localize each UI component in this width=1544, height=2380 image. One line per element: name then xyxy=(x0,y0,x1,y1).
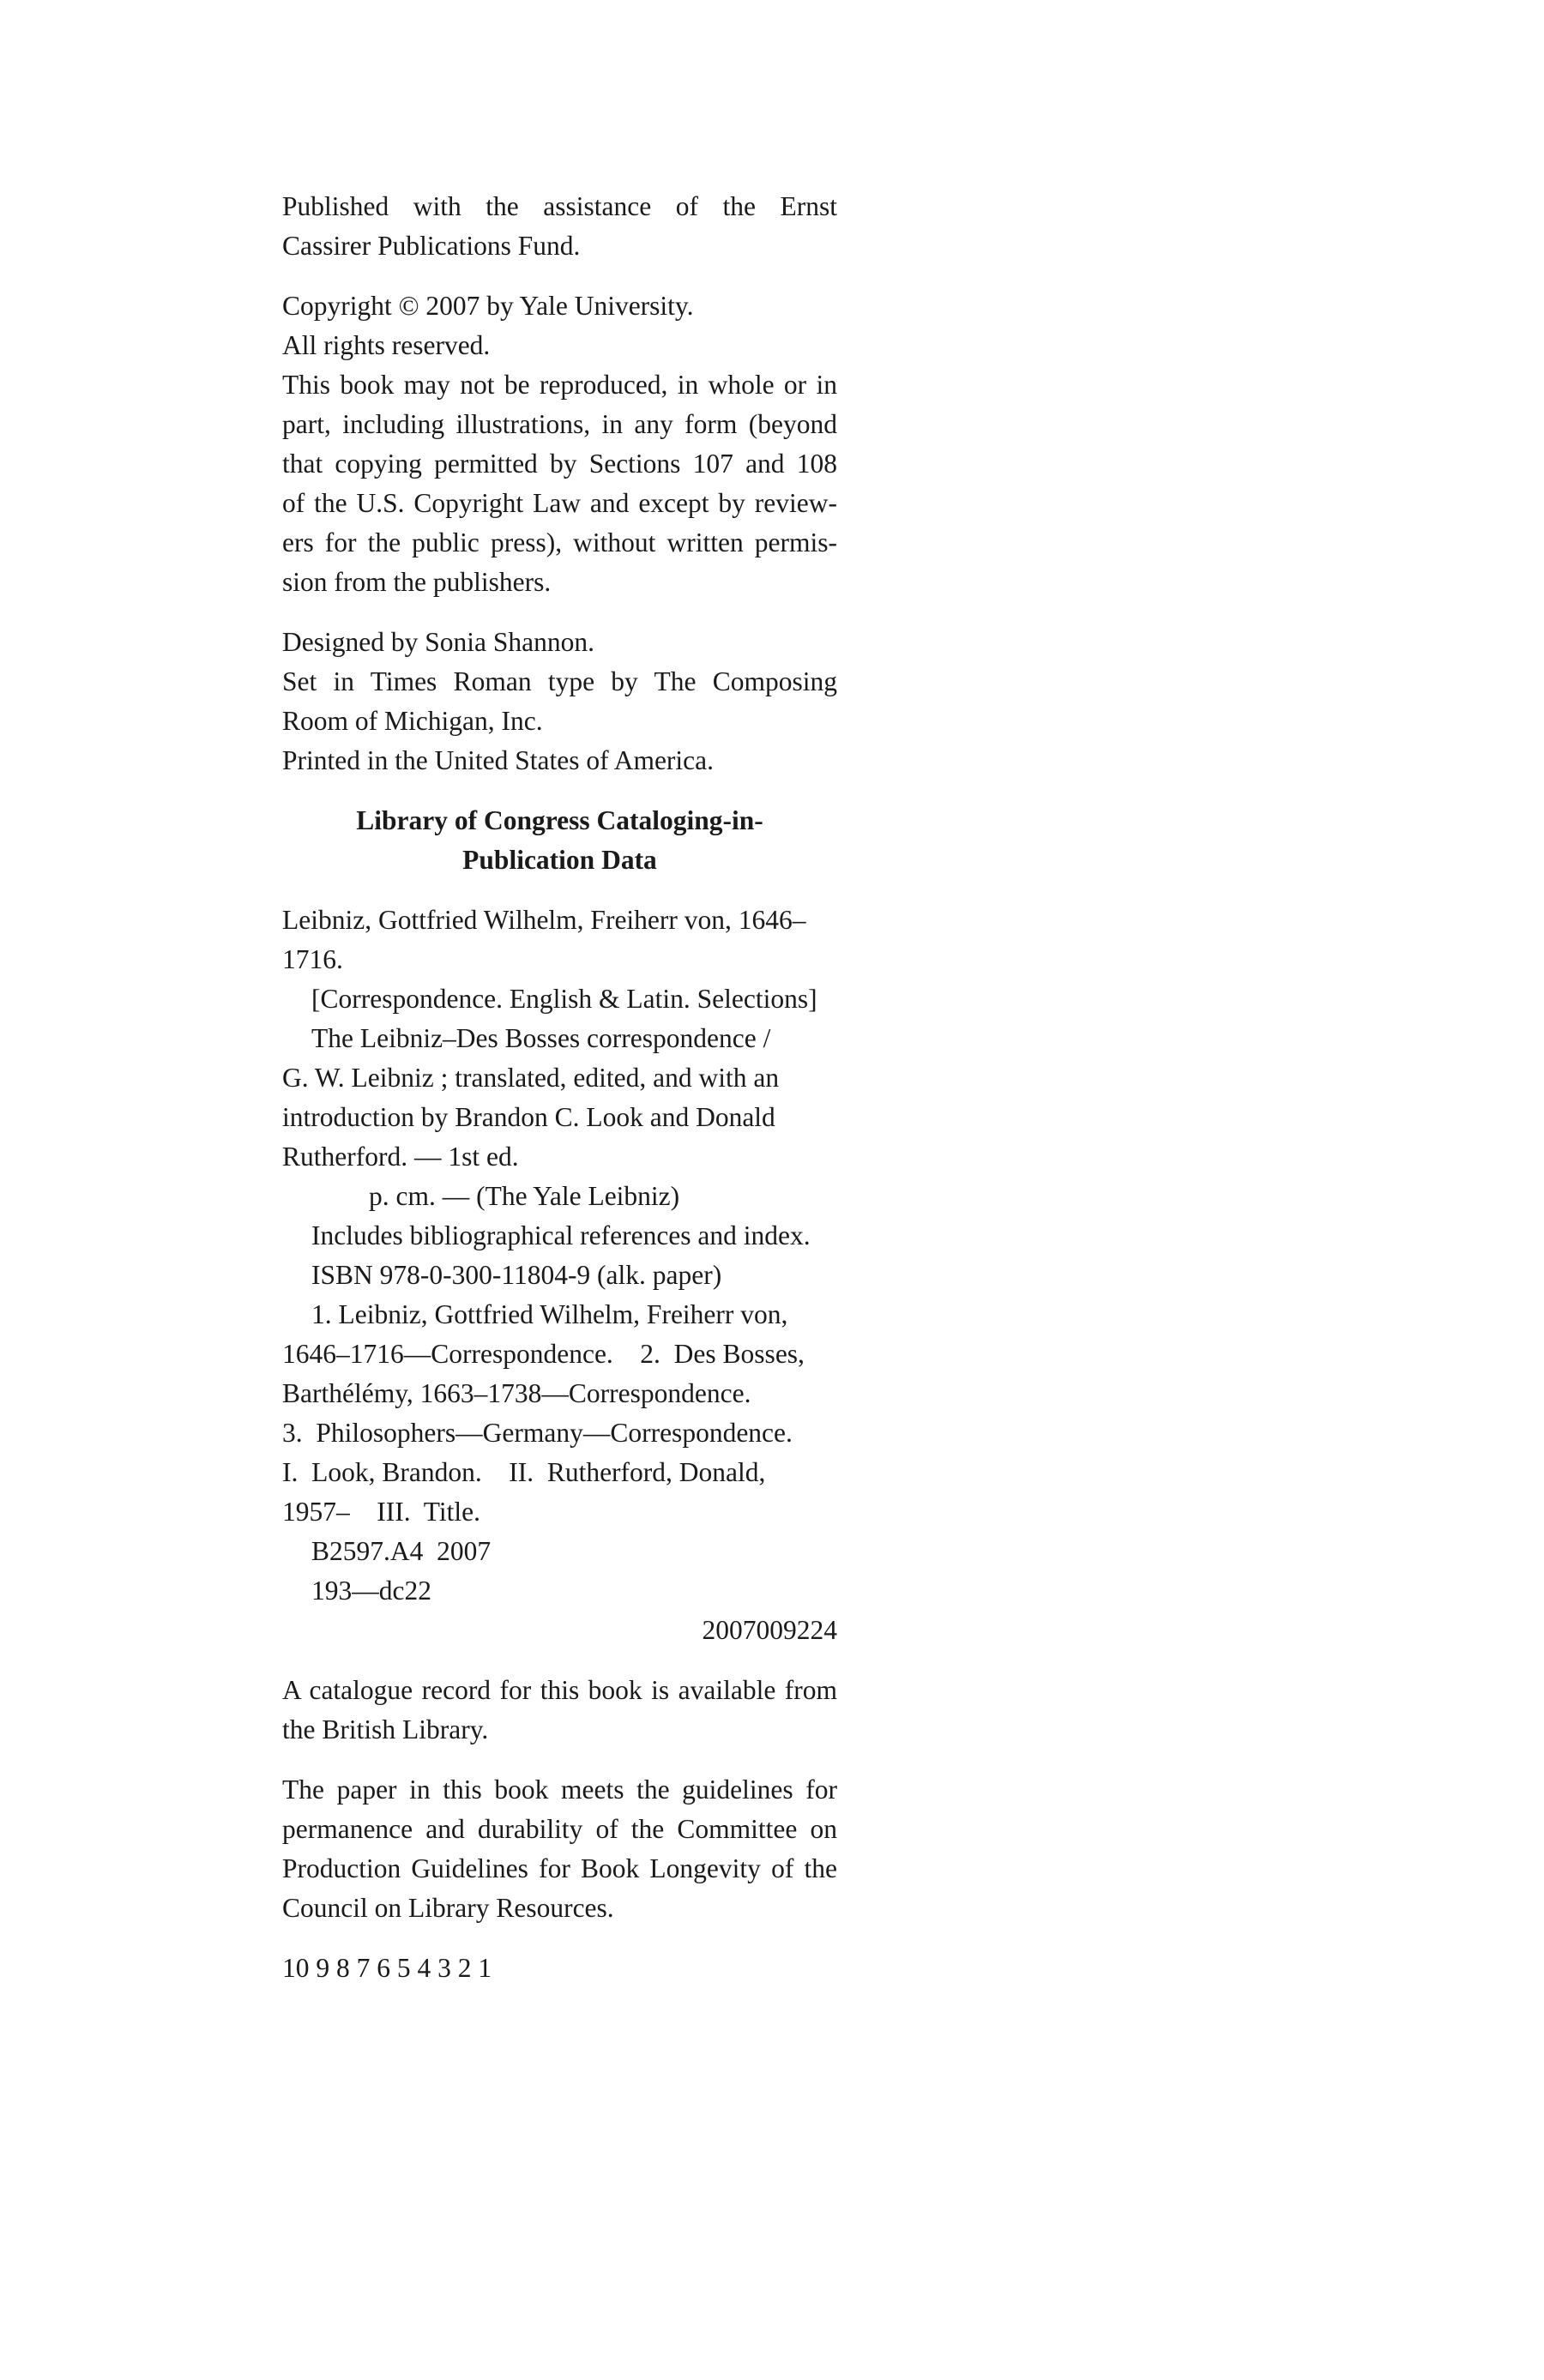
cip-heading xyxy=(282,801,837,880)
paper-permanence-note xyxy=(282,1770,837,1928)
text-line: permanence and durability of the Committee on xyxy=(282,1814,837,1844)
copyright-line: Copyright © 2007 by Yale University. xyxy=(282,291,694,321)
colophon-column xyxy=(282,187,837,1988)
text-line: that copying permitted by Sections 107 and 108 xyxy=(282,449,837,479)
cip-line: Leibniz, Gottfried Wilhelm, Freiherr von, 1646– xyxy=(282,905,806,935)
dewey-line: 193—dc22 xyxy=(311,1576,431,1606)
text-line: A catalogue record for this book is available from xyxy=(282,1675,837,1705)
cip-line: p. cm. — (The Yale Leibniz) xyxy=(369,1181,680,1211)
design-credits xyxy=(282,623,837,780)
typesetter-line: Room of Michigan, Inc. xyxy=(282,706,543,736)
cip-line: G. W. Leibniz ; translated, edited, and with an xyxy=(282,1063,780,1093)
cip-line: Rutherford. — 1st ed. xyxy=(282,1142,519,1172)
cip-line: The Leibniz–Des Bosses correspondence / xyxy=(311,1023,771,1053)
cip-line: I. Look, Brandon. II. Rutherford, Donald, xyxy=(282,1457,766,1487)
rights-line: All rights reserved. xyxy=(282,330,491,360)
cip-line: 1. Leibniz, Gottfried Wilhelm, Freiherr von, xyxy=(311,1299,788,1329)
cip-line: 3. Philosophers—Germany—Correspondence. xyxy=(282,1418,793,1448)
cip-line: 1957– III. Title. xyxy=(282,1497,481,1527)
text-line: Published with the assistance of the Ernst xyxy=(282,191,837,221)
british-library-note xyxy=(282,1671,837,1750)
heading-line: Publication Data xyxy=(462,845,657,875)
heading-line: Library of Congress Cataloging-in- xyxy=(356,805,763,835)
typesetter-line: Set in Times Roman type by The Composing xyxy=(282,666,837,696)
text-line: This book may not be reproduced, in whole or in xyxy=(282,370,837,400)
text-line: The paper in this book meets the guidelines for xyxy=(282,1774,837,1805)
call-number-line: B2597.A4 2007 xyxy=(311,1536,492,1566)
cip-line: 1646–1716—Correspondence. 2. Des Bosses, xyxy=(282,1339,805,1369)
text-line: sion from the publishers. xyxy=(282,567,552,597)
printer-line: Printed in the United States of America. xyxy=(282,745,715,775)
cip-line: [Correspondence. English & Latin. Selections] xyxy=(311,984,817,1014)
text-line: Cassirer Publications Fund. xyxy=(282,231,581,261)
isbn-line: ISBN 978-0-300-11804-9 (alk. paper) xyxy=(311,1260,722,1290)
text-line: Council on Library Resources. xyxy=(282,1893,614,1923)
cip-line: 1716. xyxy=(282,944,343,974)
text-line: Production Guidelines for Book Longevity of the xyxy=(282,1853,837,1883)
cip-record xyxy=(282,901,837,1650)
text-line: ers for the public press), without written permis- xyxy=(282,527,837,557)
designer-line: Designed by Sonia Shannon. xyxy=(282,627,594,657)
cip-line: Barthélémy, 1663–1738—Correspondence. xyxy=(282,1378,751,1408)
text-line: the British Library. xyxy=(282,1714,489,1744)
publication-assistance-note xyxy=(282,187,837,266)
cip-line: Includes bibliographical references and index. xyxy=(311,1220,811,1250)
text-line: part, including illustrations, in any form (beyond xyxy=(282,409,837,439)
printing-line: 10 9 8 7 6 5 4 3 2 1 xyxy=(282,1953,492,1983)
lccn-line: 2007009224 xyxy=(702,1615,837,1645)
cip-line: introduction by Brandon C. Look and Donald xyxy=(282,1102,775,1132)
text-line: of the U.S. Copyright Law and except by review- xyxy=(282,488,837,518)
copyright-notice xyxy=(282,286,837,602)
